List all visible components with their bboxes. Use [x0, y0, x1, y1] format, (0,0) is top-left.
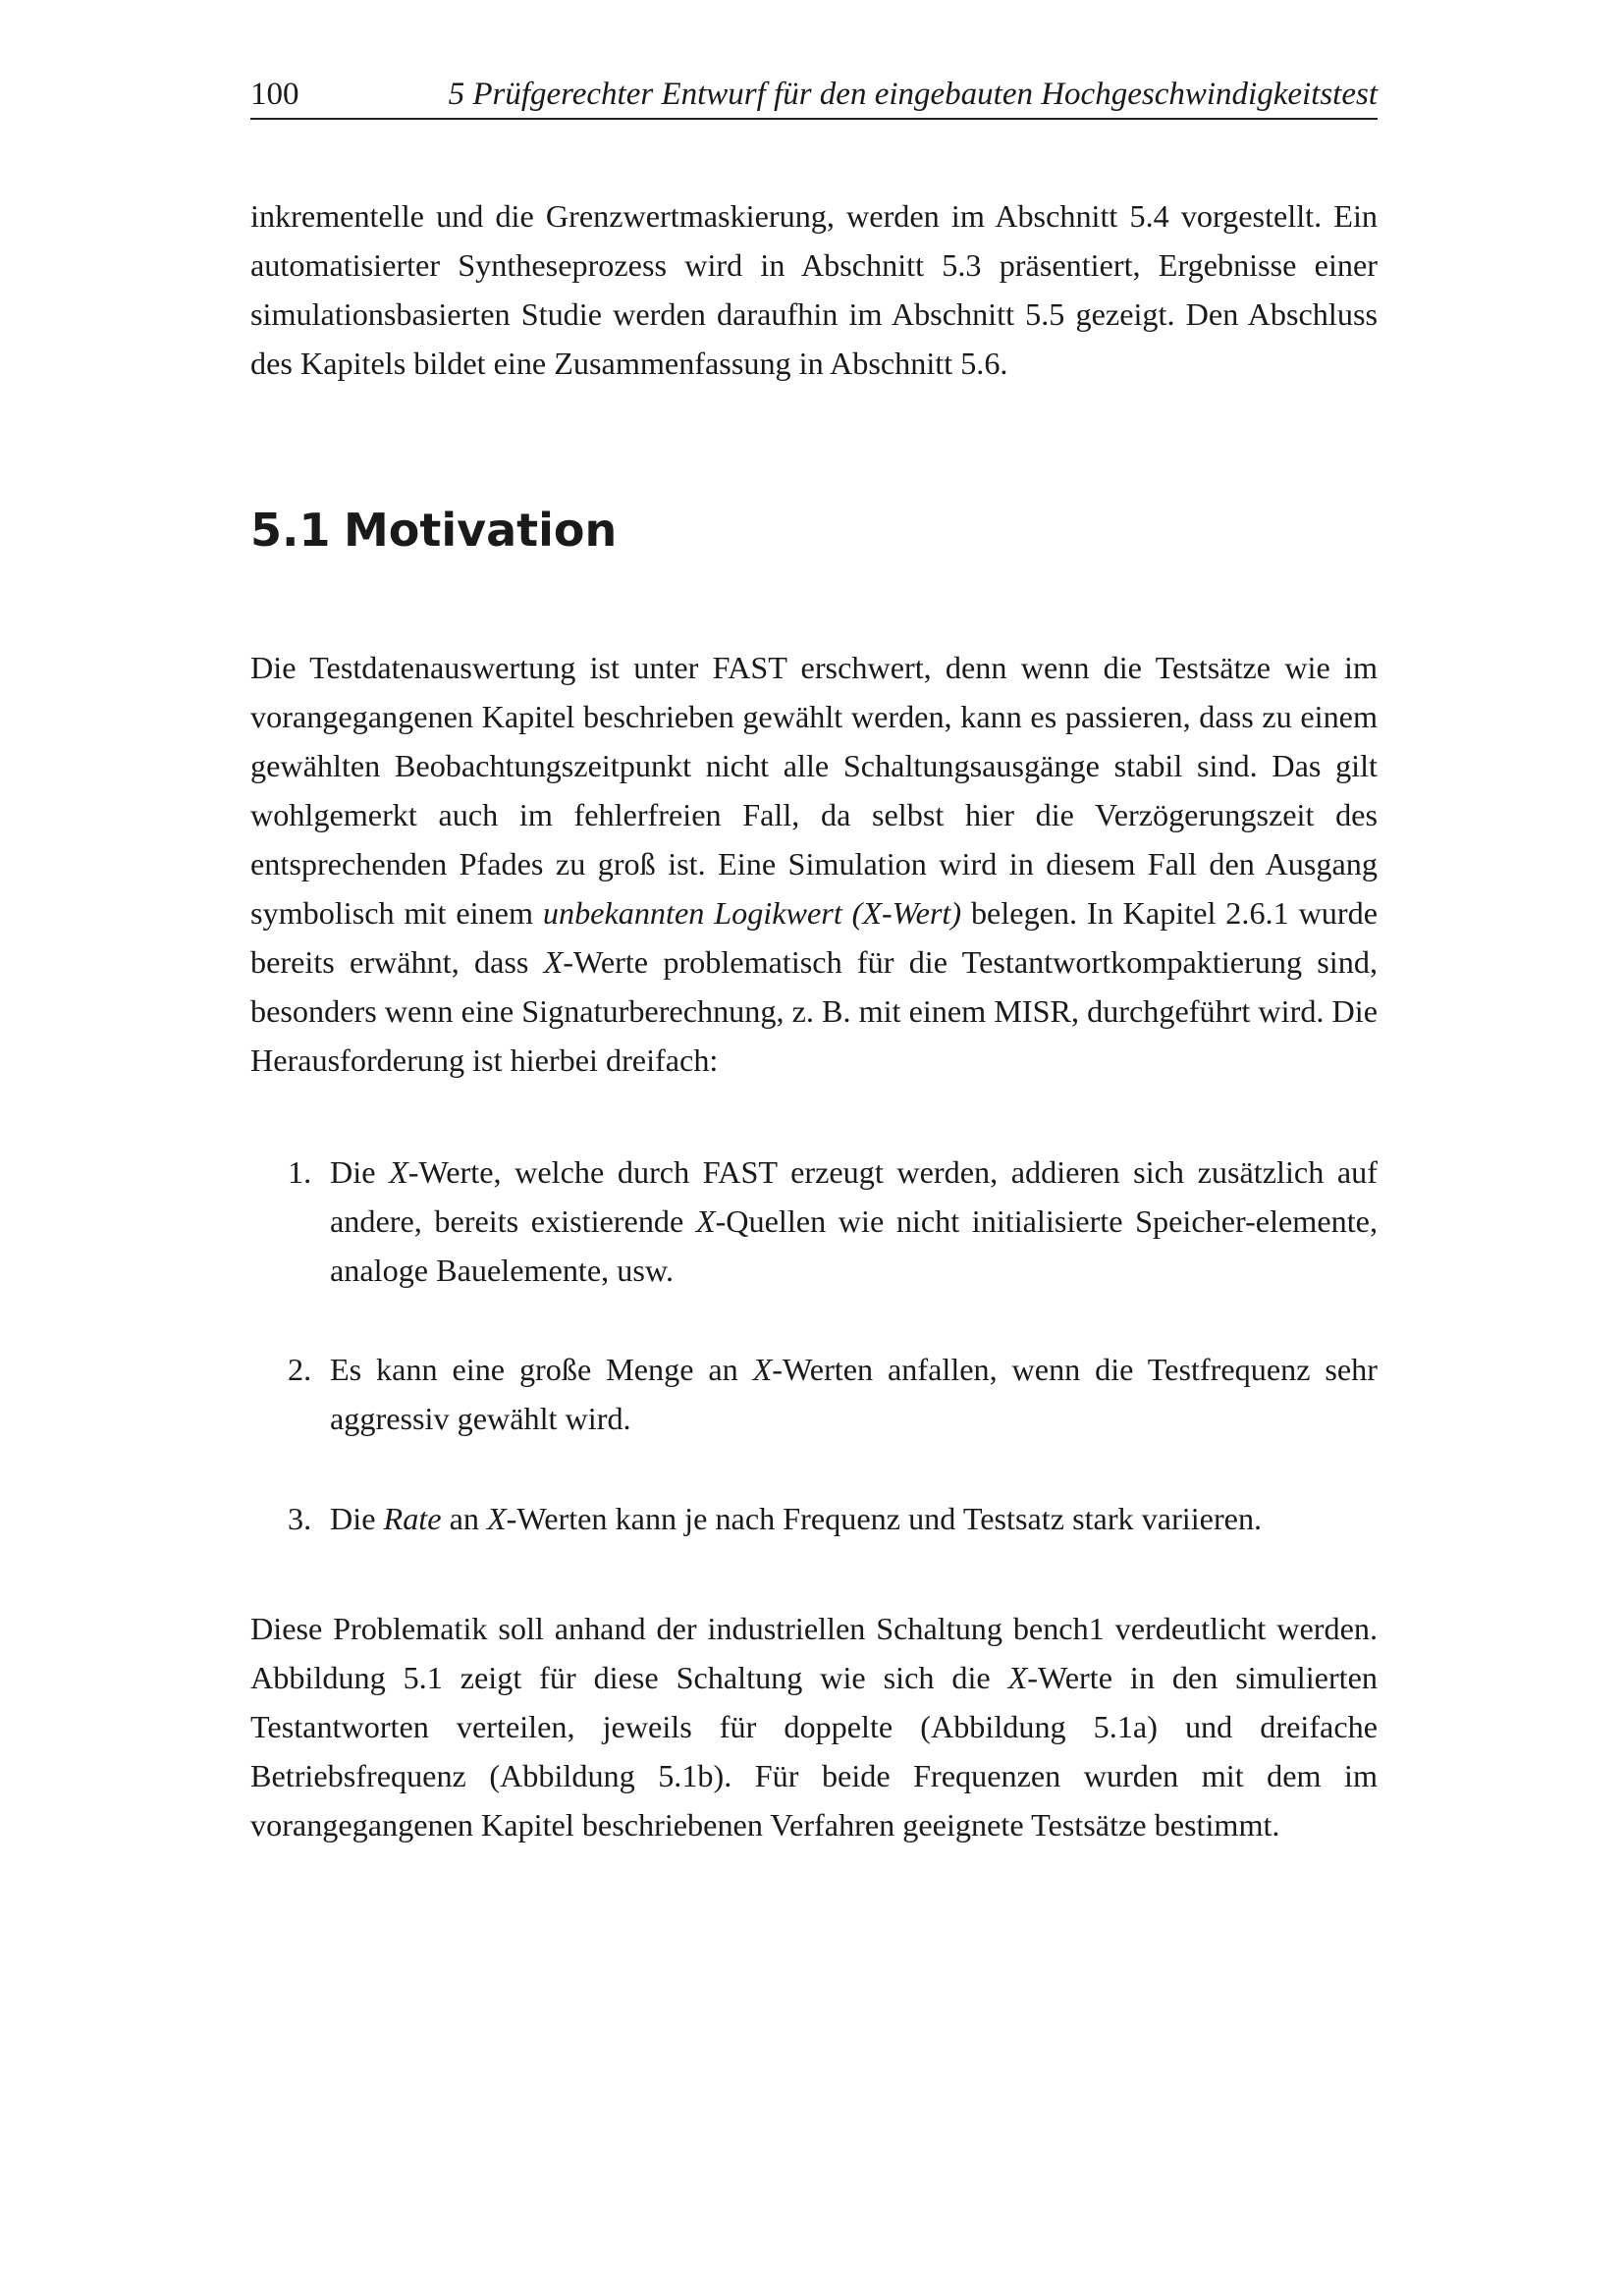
list-text: -Werten kann je nach Frequenz und Testsatz stark variieren.: [506, 1501, 1263, 1536]
page-number: 100: [250, 77, 299, 112]
list-text: Die: [330, 1154, 390, 1190]
list-text: -Werte, welche durch FAST erzeugt werden, addieren sich zusätzlich auf andere, bereits existierende: [330, 1154, 1378, 1239]
motivation-emphasis: unbekannten Logikwert (X-Wert): [542, 895, 962, 931]
list-text: Es kann eine große Menge an: [330, 1352, 753, 1387]
math-x: X: [487, 1501, 507, 1536]
section-heading: [250, 501, 617, 560]
closing-text-2: -Werte in den simulierten Testantworten verteilen, jeweils für doppelte (Abbildung 5.1a) und dreifache Betriebsfrequenz (Abbildung 5.1b). Für beide Frequenzen wurden mit dem im vorangegangenen Kapitel beschriebenen Verfahren geeignete Testsätze bestimmt.: [250, 1660, 1379, 1842]
motivation-text-1: Die Testdatenauswertung ist unter FAST erschwert, denn wenn die Testsätze wie im vorangegangenen Kapitel beschrieben gewählt werden, kann es passieren, dass zu einem gewählten Beobachtungszeitpunkt nicht alle Schaltungsausgänge stabil sind. Das gilt wohlgemerkt auch im fehlerfreien Fall, da selbst hier die Verzögerungszeit des entsprechenden Pfades zu groß ist. Eine Simulation wird in diesem Fall den Ausgang symbolisch mit einem: [250, 650, 1378, 931]
list-marker: 1.: [288, 1154, 312, 1190]
list-marker: 3.: [288, 1501, 312, 1536]
list-text: an: [441, 1501, 487, 1536]
list-text: Die: [330, 1501, 384, 1536]
motivation-text-3: -Werte problematisch für die Testantwortkompaktierung sind, besonders wenn eine Signaturberechnung, z. B. mit einem MISR, durchgeführt wird. Die Herausforderung ist hierbei dreifach:: [250, 944, 1378, 1078]
header-rule: [250, 118, 1378, 120]
running-header: [250, 73, 1378, 116]
list-item: [250, 1345, 1378, 1443]
enumeration-item-2: [250, 1345, 1378, 1443]
math-x: X: [695, 1203, 716, 1239]
list-emphasis: Rate: [383, 1501, 442, 1536]
section-number: 5.1: [250, 504, 331, 557]
list-item: [250, 1494, 1378, 1543]
intro-paragraph: inkrementelle und die Grenzwertmaskierung, werden im Abschnitt 5.4 vorgestellt. Ein automatisierter Syntheseprozess wird in Abschnitt 5.3 präsentiert, Ergebnisse einer simulationsbasierten Studie werden daraufhin im Abschnitt 5.5 gezeigt. Den Abschluss des Kapitels bildet eine Zusammenfassung in Abschnitt 5.6.: [250, 198, 1378, 381]
enumeration-item-3: [250, 1494, 1378, 1543]
math-x: X: [752, 1352, 773, 1387]
motivation-text-2: belegen. In Kapitel 2.6.1 wurde bereits erwähnt, dass: [250, 895, 1379, 980]
section-title: Motivation: [344, 504, 618, 557]
document-page: [250, 0, 1378, 2296]
closing-text-1: Diese Problematik soll anhand der industriellen Schaltung bench1 verdeutlicht werden. Abbildung 5.1 zeigt für diese Schaltung wie sich die: [250, 1611, 1378, 1695]
math-x: X: [1007, 1660, 1028, 1695]
list-marker: 2.: [288, 1352, 312, 1387]
closing-paragraph: [250, 1604, 1378, 1849]
math-x: X: [389, 1154, 408, 1190]
list-item: [250, 1148, 1378, 1295]
list-text: -Werten anfallen, wenn die Testfrequenz sehr aggressiv gewählt wird.: [330, 1352, 1378, 1436]
enumeration-item-1: [250, 1148, 1378, 1295]
running-title: 5 Prüfgerechter Entwurf für den eingebauten Hochgeschwindigkeitstest: [448, 77, 1378, 112]
math-x: X: [543, 944, 564, 980]
list-text: -Quellen wie nicht initialisierte Speicher-elemente, analoge Bauelemente, usw.: [330, 1203, 1379, 1288]
motivation-paragraph: [250, 643, 1378, 1085]
